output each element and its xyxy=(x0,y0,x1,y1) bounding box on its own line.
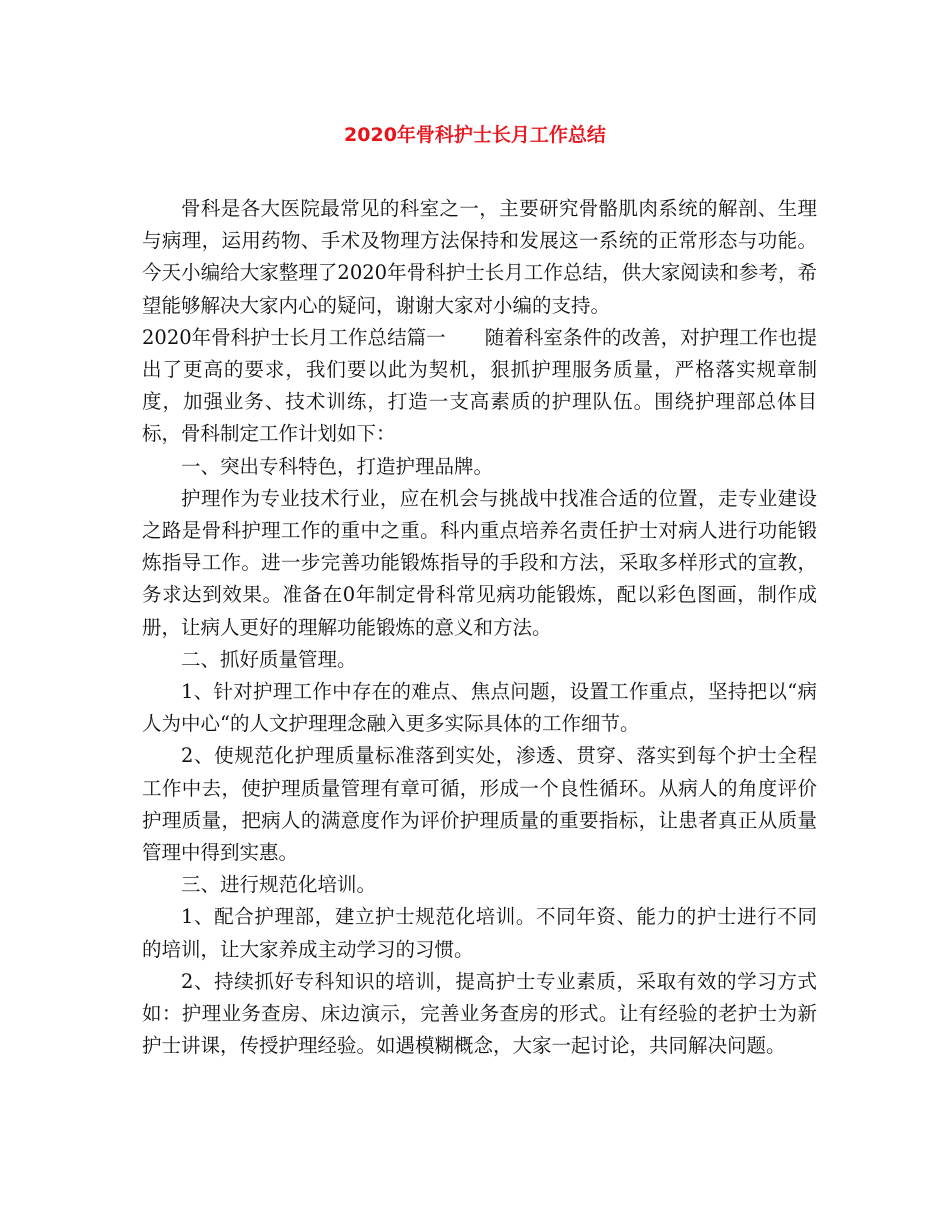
heading-2: 二、抓好质量管理。 xyxy=(181,647,357,671)
paragraph-quality-1: 1、针对护理工作中存在的难点、焦点问题，设置工作重点，坚持把以“病人为中心“的人文护理理念融入更多实际具体的工作细节。 xyxy=(142,680,817,736)
heading-3: 三、进行规范化培训。 xyxy=(181,873,377,897)
paragraph-training-2: 2、持续抓好专科知识的培训，提高护士专业素质，采取有效的学习方式如：护理业务查房、床边演示，完善业务查房的形式。让有经验的老护士为新护士讲课，传授护理经验。如遇模糊概念，大家一起讨论，共同解决问题。 xyxy=(142,969,817,1058)
document-title: 2020年骨科护士长月工作总结 xyxy=(344,124,606,146)
heading-1: 一、突出专科特色，打造护理品牌。 xyxy=(181,454,494,478)
intro-paragraph: 骨科是各大医院最常见的科室之一，主要研究骨骼肌肉系统的解剖、生理与病理，运用药物、手术及物理方法保持和发展这一系统的正常形态与功能。今天小编给大家整理了2020年骨科护士长月工作总结，供大家阅读和参考，希望能够解决大家内心的疑问，谢谢大家对小编的支持。 xyxy=(142,197,817,317)
paragraph-specialty: 护理作为专业技术行业，应在机会与挑战中找准合适的位置，走专业建设之路是骨科护理工作的重中之重。科内重点培养名责任护士对病人进行功能锻炼指导工作。进一步完善功能锻炼指导的手段和方法，采取多样形式的宣教，务求达到效果。准备在0年制定骨科常见病功能锻炼，配以彩色图画，制作成册，让病人更好的理解功能锻炼的意义和方法。 xyxy=(142,486,817,639)
section-intro-paragraph: 2020年骨科护士长月工作总结篇一 随着科室条件的改善，对护理工作也提出了更高的要求，我们要以此为契机，狠抓护理服务质量，严格落实规章制度，加强业务、技术训练，打造一支高素质的护理队伍。围绕护理部总体目标，骨科制定工作计划如下： xyxy=(142,325,817,446)
paragraph-quality-2: 2、使规范化护理质量标准落到实处，渗透、贯穿、落实到每个护士全程工作中去，使护理质量管理有章可循，形成一个良性循环。从病人的角度评价护理质量，把病人的满意度作为评价护理质量的重要指标，让患者真正从质量管理中得到实惠。 xyxy=(142,744,817,865)
document-body xyxy=(142,193,817,1062)
paragraph-training-1: 1、配合护理部，建立护士规范化培训。不同年资、能力的护士进行不同的培训，让大家养成主动学习的习惯。 xyxy=(142,905,817,961)
